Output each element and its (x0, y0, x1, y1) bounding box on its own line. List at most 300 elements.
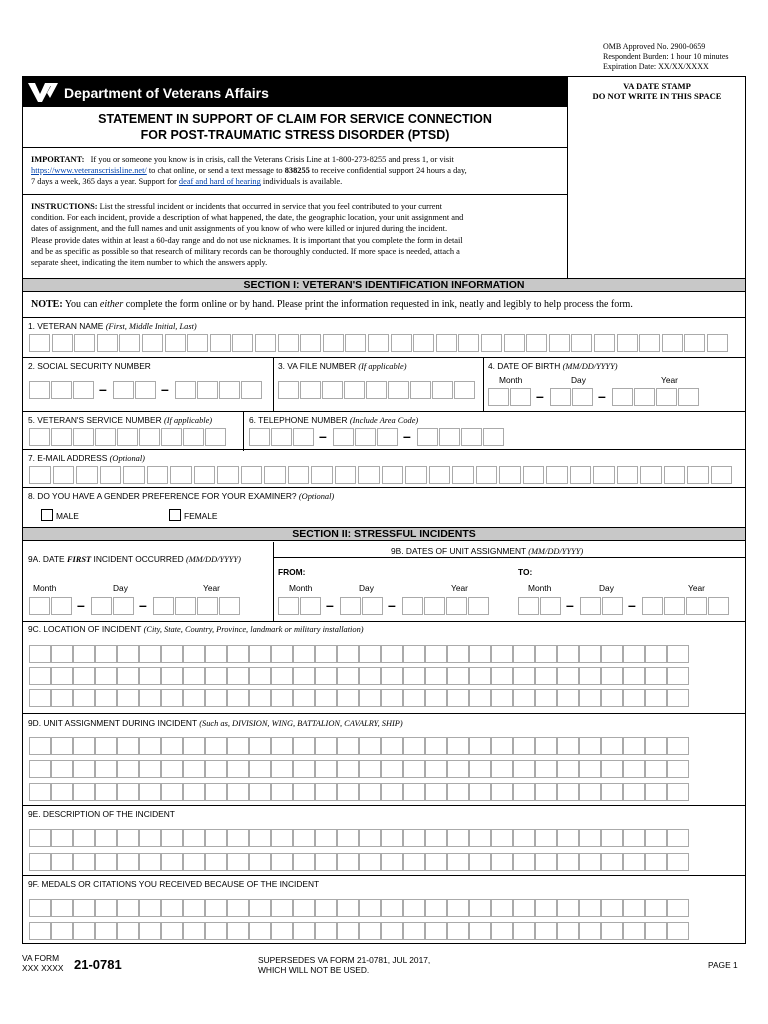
char-box[interactable] (249, 760, 271, 778)
char-box[interactable] (601, 689, 623, 707)
char-box[interactable] (29, 922, 51, 940)
char-box[interactable] (139, 428, 160, 446)
char-box[interactable] (447, 829, 469, 847)
female-checkbox[interactable] (169, 509, 181, 521)
char-box[interactable] (161, 829, 183, 847)
char-box[interactable] (227, 760, 249, 778)
char-box[interactable] (293, 760, 315, 778)
char-box[interactable] (227, 853, 249, 871)
char-box[interactable] (205, 737, 227, 755)
char-box[interactable] (667, 829, 689, 847)
char-box[interactable] (469, 829, 491, 847)
char-box[interactable] (488, 388, 509, 406)
char-box[interactable] (504, 334, 525, 352)
char-box[interactable] (601, 922, 623, 940)
char-box[interactable] (667, 853, 689, 871)
char-box[interactable] (205, 667, 227, 685)
char-box[interactable] (513, 899, 535, 917)
char-box[interactable] (535, 783, 557, 801)
char-box[interactable] (293, 922, 315, 940)
char-box[interactable] (51, 689, 73, 707)
char-box[interactable] (535, 829, 557, 847)
char-box[interactable] (359, 737, 381, 755)
char-box[interactable] (550, 388, 571, 406)
char-box[interactable] (513, 645, 535, 663)
char-box[interactable] (100, 466, 122, 484)
char-box[interactable] (194, 466, 216, 484)
char-box[interactable] (271, 689, 293, 707)
char-box[interactable] (117, 667, 139, 685)
char-box[interactable] (142, 334, 163, 352)
char-box[interactable] (117, 760, 139, 778)
char-box[interactable] (335, 466, 357, 484)
char-box[interactable] (458, 334, 479, 352)
char-box[interactable] (315, 645, 337, 663)
char-box[interactable] (557, 667, 579, 685)
char-box[interactable] (322, 381, 343, 399)
char-box[interactable] (579, 737, 601, 755)
char-box[interactable] (402, 597, 423, 615)
char-box[interactable] (571, 334, 592, 352)
char-box[interactable] (359, 783, 381, 801)
char-box[interactable] (161, 783, 183, 801)
char-box[interactable] (469, 737, 491, 755)
char-box[interactable] (557, 689, 579, 707)
char-box[interactable] (535, 645, 557, 663)
char-box[interactable] (117, 645, 139, 663)
char-box[interactable] (29, 853, 51, 871)
char-box[interactable] (249, 899, 271, 917)
char-box[interactable] (161, 737, 183, 755)
char-box[interactable] (315, 783, 337, 801)
char-box[interactable] (535, 922, 557, 940)
char-box[interactable] (139, 922, 161, 940)
char-box[interactable] (249, 737, 271, 755)
char-box[interactable] (210, 334, 231, 352)
char-box[interactable] (447, 760, 469, 778)
char-box[interactable] (358, 466, 380, 484)
char-box[interactable] (601, 853, 623, 871)
char-box[interactable] (645, 645, 667, 663)
char-box[interactable] (227, 689, 249, 707)
char-box[interactable] (288, 466, 310, 484)
char-box[interactable] (623, 667, 645, 685)
char-box[interactable] (249, 783, 271, 801)
char-box[interactable] (337, 899, 359, 917)
char-box[interactable] (382, 466, 404, 484)
char-box[interactable] (139, 645, 161, 663)
char-box[interactable] (447, 689, 469, 707)
char-box[interactable] (117, 922, 139, 940)
deaf-hard-of-hearing-link[interactable]: deaf and hard of hearing (178, 177, 261, 187)
char-box[interactable] (432, 381, 453, 399)
char-box[interactable] (623, 645, 645, 663)
char-box[interactable] (73, 899, 95, 917)
char-box[interactable] (491, 899, 513, 917)
char-box[interactable] (333, 428, 354, 446)
char-box[interactable] (359, 667, 381, 685)
char-box[interactable] (293, 899, 315, 917)
char-box[interactable] (540, 597, 561, 615)
char-box[interactable] (439, 428, 460, 446)
char-box[interactable] (535, 667, 557, 685)
char-box[interactable] (161, 428, 182, 446)
char-box[interactable] (579, 922, 601, 940)
char-box[interactable] (425, 667, 447, 685)
char-box[interactable] (139, 853, 161, 871)
char-box[interactable] (315, 760, 337, 778)
char-box[interactable] (359, 899, 381, 917)
char-box[interactable] (570, 466, 592, 484)
char-box[interactable] (601, 899, 623, 917)
char-box[interactable] (205, 899, 227, 917)
char-box[interactable] (667, 689, 689, 707)
char-box[interactable] (667, 922, 689, 940)
char-box[interactable] (264, 466, 286, 484)
char-box[interactable] (51, 829, 73, 847)
char-box[interactable] (535, 689, 557, 707)
char-box[interactable] (205, 689, 227, 707)
char-box[interactable] (491, 922, 513, 940)
char-box[interactable] (645, 760, 667, 778)
char-box[interactable] (684, 334, 705, 352)
char-box[interactable] (381, 853, 403, 871)
char-box[interactable] (337, 760, 359, 778)
char-box[interactable] (73, 853, 95, 871)
char-box[interactable] (557, 853, 579, 871)
char-box[interactable] (623, 760, 645, 778)
char-box[interactable] (601, 783, 623, 801)
char-box[interactable] (161, 922, 183, 940)
char-box[interactable] (153, 597, 174, 615)
char-box[interactable] (183, 922, 205, 940)
char-box[interactable] (29, 645, 51, 663)
char-box[interactable] (513, 667, 535, 685)
char-box[interactable] (73, 645, 95, 663)
char-box[interactable] (337, 783, 359, 801)
char-box[interactable] (51, 645, 73, 663)
char-box[interactable] (95, 829, 117, 847)
char-box[interactable] (424, 597, 445, 615)
char-box[interactable] (579, 829, 601, 847)
char-box[interactable] (311, 466, 333, 484)
char-box[interactable] (708, 597, 729, 615)
char-box[interactable] (123, 466, 145, 484)
char-box[interactable] (217, 466, 239, 484)
char-box[interactable] (315, 737, 337, 755)
char-box[interactable] (447, 645, 469, 663)
char-box[interactable] (601, 737, 623, 755)
char-box[interactable] (557, 922, 579, 940)
char-box[interactable] (452, 466, 474, 484)
char-box[interactable] (403, 853, 425, 871)
char-box[interactable] (227, 667, 249, 685)
char-box[interactable] (278, 381, 299, 399)
char-box[interactable] (687, 466, 709, 484)
char-box[interactable] (95, 899, 117, 917)
char-box[interactable] (249, 645, 271, 663)
char-box[interactable] (667, 899, 689, 917)
char-box[interactable] (51, 899, 73, 917)
char-box[interactable] (446, 597, 467, 615)
char-box[interactable] (315, 922, 337, 940)
char-box[interactable] (645, 829, 667, 847)
char-box[interactable] (117, 737, 139, 755)
char-box[interactable] (491, 645, 513, 663)
char-box[interactable] (300, 597, 321, 615)
char-box[interactable] (623, 737, 645, 755)
char-box[interactable] (219, 381, 240, 399)
char-box[interactable] (359, 922, 381, 940)
char-box[interactable] (513, 922, 535, 940)
char-box[interactable] (468, 597, 489, 615)
char-box[interactable] (293, 853, 315, 871)
char-box[interactable] (175, 597, 196, 615)
char-box[interactable] (139, 689, 161, 707)
char-box[interactable] (117, 829, 139, 847)
char-box[interactable] (241, 381, 262, 399)
char-box[interactable] (513, 783, 535, 801)
char-box[interactable] (359, 760, 381, 778)
char-box[interactable] (425, 853, 447, 871)
char-box[interactable] (340, 597, 361, 615)
char-box[interactable] (602, 597, 623, 615)
char-box[interactable] (491, 760, 513, 778)
char-box[interactable] (546, 466, 568, 484)
char-box[interactable] (579, 645, 601, 663)
char-box[interactable] (381, 922, 403, 940)
char-box[interactable] (601, 760, 623, 778)
char-box[interactable] (271, 737, 293, 755)
char-box[interactable] (95, 853, 117, 871)
char-box[interactable] (549, 334, 570, 352)
char-box[interactable] (117, 689, 139, 707)
char-box[interactable] (526, 334, 547, 352)
char-box[interactable] (645, 689, 667, 707)
char-box[interactable] (523, 466, 545, 484)
char-box[interactable] (359, 689, 381, 707)
char-box[interactable] (337, 853, 359, 871)
char-box[interactable] (293, 667, 315, 685)
char-box[interactable] (293, 783, 315, 801)
char-box[interactable] (359, 829, 381, 847)
char-box[interactable] (241, 466, 263, 484)
char-box[interactable] (425, 645, 447, 663)
char-box[interactable] (52, 334, 73, 352)
char-box[interactable] (205, 783, 227, 801)
char-box[interactable] (639, 334, 660, 352)
char-box[interactable] (51, 737, 73, 755)
char-box[interactable] (95, 645, 117, 663)
char-box[interactable] (53, 466, 75, 484)
char-box[interactable] (139, 667, 161, 685)
char-box[interactable] (183, 899, 205, 917)
char-box[interactable] (315, 667, 337, 685)
char-box[interactable] (117, 899, 139, 917)
char-box[interactable] (368, 334, 389, 352)
char-box[interactable] (410, 381, 431, 399)
char-box[interactable] (29, 334, 50, 352)
char-box[interactable] (73, 922, 95, 940)
char-box[interactable] (711, 466, 733, 484)
char-box[interactable] (73, 783, 95, 801)
char-box[interactable] (491, 853, 513, 871)
char-box[interactable] (535, 899, 557, 917)
char-box[interactable] (337, 737, 359, 755)
char-box[interactable] (667, 645, 689, 663)
char-box[interactable] (491, 783, 513, 801)
char-box[interactable] (391, 334, 412, 352)
char-box[interactable] (381, 667, 403, 685)
char-box[interactable] (403, 922, 425, 940)
char-box[interactable] (662, 334, 683, 352)
char-box[interactable] (403, 829, 425, 847)
char-box[interactable] (293, 428, 314, 446)
char-box[interactable] (183, 667, 205, 685)
char-box[interactable] (271, 667, 293, 685)
char-box[interactable] (95, 783, 117, 801)
char-box[interactable] (403, 737, 425, 755)
char-box[interactable] (51, 597, 72, 615)
char-box[interactable] (601, 645, 623, 663)
char-box[interactable] (513, 760, 535, 778)
char-box[interactable] (469, 783, 491, 801)
char-box[interactable] (315, 853, 337, 871)
char-box[interactable] (510, 388, 531, 406)
char-box[interactable] (491, 689, 513, 707)
char-box[interactable] (454, 381, 475, 399)
char-box[interactable] (645, 737, 667, 755)
char-box[interactable] (617, 334, 638, 352)
char-box[interactable] (461, 428, 482, 446)
char-box[interactable] (29, 737, 51, 755)
char-box[interactable] (656, 388, 677, 406)
char-box[interactable] (300, 381, 321, 399)
char-box[interactable] (645, 899, 667, 917)
char-box[interactable] (315, 689, 337, 707)
char-box[interactable] (29, 466, 51, 484)
char-box[interactable] (425, 899, 447, 917)
char-box[interactable] (518, 597, 539, 615)
char-box[interactable] (29, 689, 51, 707)
char-box[interactable] (249, 922, 271, 940)
char-box[interactable] (572, 388, 593, 406)
char-box[interactable] (491, 829, 513, 847)
char-box[interactable] (535, 853, 557, 871)
char-box[interactable] (469, 667, 491, 685)
char-box[interactable] (51, 428, 72, 446)
char-box[interactable] (381, 737, 403, 755)
char-box[interactable] (315, 899, 337, 917)
char-box[interactable] (579, 760, 601, 778)
char-box[interactable] (183, 853, 205, 871)
char-box[interactable] (73, 667, 95, 685)
char-box[interactable] (113, 381, 134, 399)
char-box[interactable] (165, 334, 186, 352)
char-box[interactable] (117, 783, 139, 801)
char-box[interactable] (664, 466, 686, 484)
char-box[interactable] (183, 645, 205, 663)
char-box[interactable] (594, 334, 615, 352)
char-box[interactable] (249, 689, 271, 707)
char-box[interactable] (29, 760, 51, 778)
char-box[interactable] (183, 689, 205, 707)
char-box[interactable] (388, 381, 409, 399)
char-box[interactable] (278, 334, 299, 352)
char-box[interactable] (491, 737, 513, 755)
char-box[interactable] (249, 667, 271, 685)
char-box[interactable] (579, 899, 601, 917)
char-box[interactable] (381, 899, 403, 917)
char-box[interactable] (73, 428, 94, 446)
char-box[interactable] (513, 829, 535, 847)
char-box[interactable] (593, 466, 615, 484)
char-box[interactable] (205, 428, 226, 446)
char-box[interactable] (678, 388, 699, 406)
char-box[interactable] (161, 899, 183, 917)
char-box[interactable] (513, 737, 535, 755)
char-box[interactable] (447, 783, 469, 801)
char-box[interactable] (271, 922, 293, 940)
char-box[interactable] (95, 689, 117, 707)
char-box[interactable] (359, 853, 381, 871)
char-box[interactable] (513, 689, 535, 707)
char-box[interactable] (429, 466, 451, 484)
char-box[interactable] (469, 853, 491, 871)
char-box[interactable] (469, 922, 491, 940)
char-box[interactable] (139, 783, 161, 801)
char-box[interactable] (183, 783, 205, 801)
char-box[interactable] (74, 334, 95, 352)
char-box[interactable] (425, 829, 447, 847)
char-box[interactable] (139, 760, 161, 778)
char-box[interactable] (377, 428, 398, 446)
char-box[interactable] (29, 783, 51, 801)
char-box[interactable] (345, 334, 366, 352)
char-box[interactable] (403, 760, 425, 778)
char-box[interactable] (640, 466, 662, 484)
char-box[interactable] (667, 737, 689, 755)
char-box[interactable] (293, 829, 315, 847)
char-box[interactable] (95, 922, 117, 940)
char-box[interactable] (667, 667, 689, 685)
char-box[interactable] (119, 334, 140, 352)
char-box[interactable] (634, 388, 655, 406)
char-box[interactable] (413, 334, 434, 352)
char-box[interactable] (623, 689, 645, 707)
char-box[interactable] (161, 760, 183, 778)
char-box[interactable] (205, 760, 227, 778)
char-box[interactable] (175, 381, 196, 399)
char-box[interactable] (557, 829, 579, 847)
char-box[interactable] (227, 922, 249, 940)
char-box[interactable] (337, 667, 359, 685)
char-box[interactable] (161, 667, 183, 685)
char-box[interactable] (645, 667, 667, 685)
char-box[interactable] (29, 597, 50, 615)
char-box[interactable] (271, 760, 293, 778)
char-box[interactable] (557, 899, 579, 917)
char-box[interactable] (579, 689, 601, 707)
char-box[interactable] (359, 645, 381, 663)
char-box[interactable] (161, 689, 183, 707)
char-box[interactable] (227, 737, 249, 755)
char-box[interactable] (117, 853, 139, 871)
char-box[interactable] (425, 783, 447, 801)
char-box[interactable] (139, 737, 161, 755)
char-box[interactable] (381, 760, 403, 778)
char-box[interactable] (623, 922, 645, 940)
